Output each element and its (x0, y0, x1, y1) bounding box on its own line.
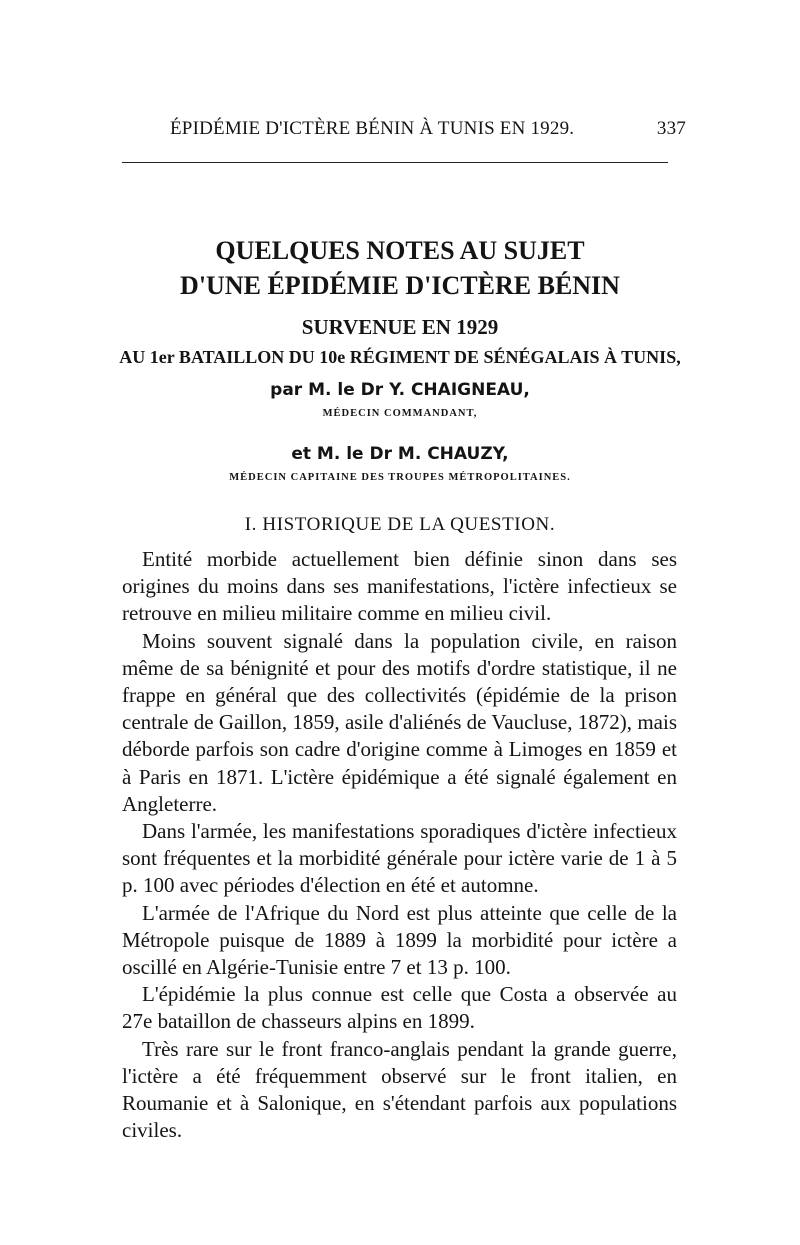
title-line-2: D'UNE ÉPIDÉMIE D'ICTÈRE BÉNIN (180, 271, 620, 300)
paragraph: Moins souvent signalé dans la population civile, en raison même de sa bénignité et pour des motifs d'ordre statistique, il ne frappe en général que des collectivités (épidémie de la prison centrale de Gaillon, 1859, asile d'aliénés de Vaucluse, 1872), mais déborde parfois son cadre d'origine comme à Limoges en 1859 et à Paris en 1871. L'ictère épidémique a été signalé également en Angleterre. (122, 628, 677, 816)
running-header (170, 118, 686, 144)
author-2: et M. le Dr M. CHAUZY, (291, 444, 509, 464)
body-text (122, 546, 677, 1144)
author-1-role: MÉDECIN COMMANDANT, (322, 408, 478, 419)
section-heading: I. HISTORIQUE DE LA QUESTION. (244, 514, 556, 535)
running-title: ÉPIDÉMIE D'ICTÈRE BÉNIN À TUNIS EN 1929. (170, 118, 575, 139)
paragraph: L'armée de l'Afrique du Nord est plus atteinte que celle de la Métropole puisque de 1889 à 1899 la morbidité pour ictère a oscillé en Algérie-Tunisie entre 7 et 13 p. 100. (122, 900, 677, 980)
paragraph: Dans l'armée, les manifestations sporadiques d'ictère infectieux sont fréquentes et la morbidité générale pour ictère varie de 1 à 5 p. 100 avec périodes d'élection en été et automne. (122, 819, 677, 898)
author-2-role: MÉDECIN CAPITAINE DES TROUPES MÉTROPOLITAINES. (229, 472, 571, 483)
title-line-4: AU 1er BATAILLON DU 10e RÉGIMENT DE SÉNÉGALAIS À TUNIS, (119, 347, 681, 367)
page-number: 337 (656, 118, 686, 139)
paragraph: L'épidémie la plus connue est celle que Costa a observée au 27e bataillon de chasseurs alpins en 1899. (122, 982, 677, 1034)
header-rule (122, 162, 668, 163)
paragraph: Très rare sur le front franco-anglais pendant la grande guerre, l'ictère a été fréquemment observé sur le front italien, en Roumanie et à Salonique, en s'étendant parfois aux populations civiles. (122, 1036, 677, 1143)
article-title-block (110, 234, 690, 486)
author-1: par M. le Dr Y. CHAIGNEAU, (270, 380, 530, 400)
paragraph: Entité morbide actuellement bien définie sinon dans ses origines du moins dans ses manifestations, l'ictère infectieux se retrouve en milieu militaire comme en milieu civil. (122, 547, 677, 626)
title-line-3: SURVENUE EN 1929 (301, 315, 499, 339)
title-line-1: QUELQUES NOTES AU SUJET (215, 236, 585, 265)
